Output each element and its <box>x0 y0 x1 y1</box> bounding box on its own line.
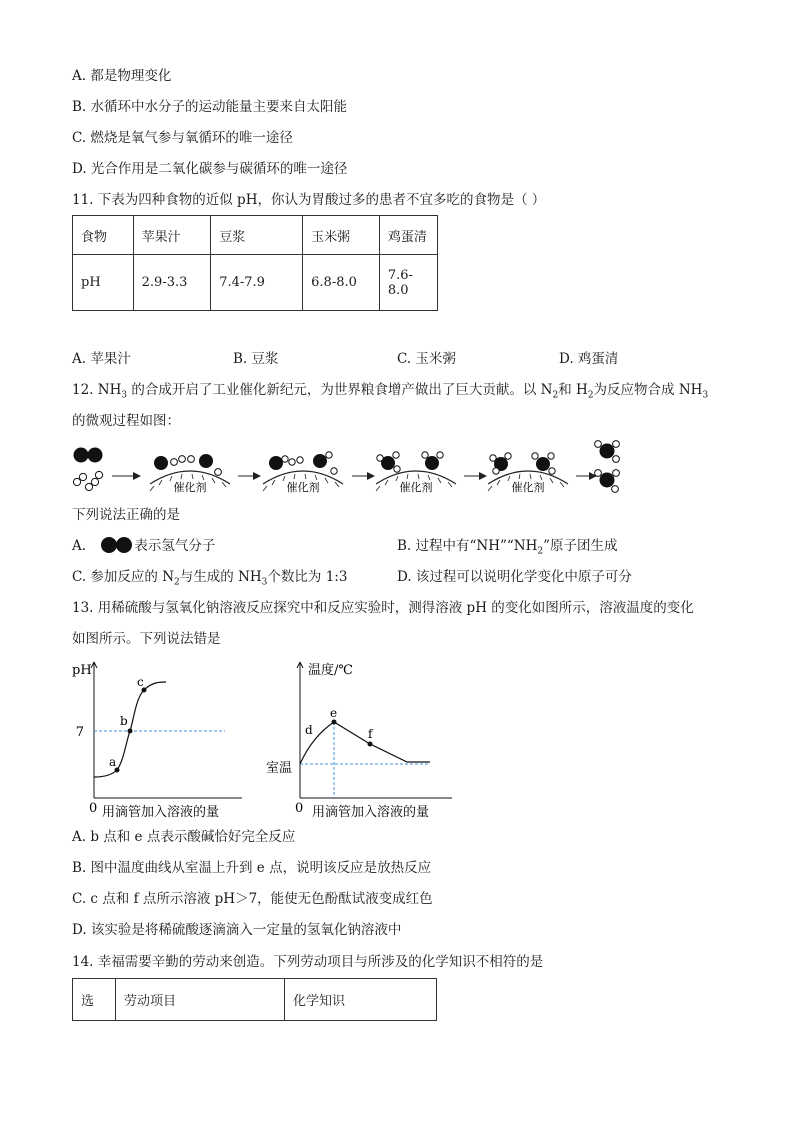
point-e <box>332 720 337 725</box>
origin-label: 0 <box>89 801 98 816</box>
q13-stem-line2: 如图所示。下列说法错是 <box>72 631 221 647</box>
x-axis-label: 用滴管加入溶液的量 <box>312 805 430 820</box>
h2-molecule-icon <box>73 471 102 490</box>
q11-option-c: C. 玉米粥 <box>397 351 456 367</box>
q10-option-d: D. 光合作用是二氧化碳参与碳循环的唯一途径 <box>72 161 348 177</box>
q12-reaction-diagram <box>70 438 630 498</box>
q11-table <box>72 215 438 311</box>
catalyst-surface <box>263 471 343 494</box>
n2-molecule-icon <box>74 448 103 463</box>
temperature-graph <box>262 660 462 820</box>
q11-header-cell: 玉米粥 <box>303 216 380 255</box>
q13-stem: 13. 用稀硫酸与氢氧化钠溶液反应探究中和反应实验时，测得溶液 pH 的变化如图所示，溶液温度的变化 <box>72 600 694 616</box>
q12-stem: 12. $NH_3$ 的合成开启了工业催化新纪元，为世界粮食增产做出了巨大贡献。以 $N_2$和 $H_2$为反应物合成 $NH_3$ <box>72 382 709 401</box>
q10-option-b: B. 水循环中水分子的运动能量主要来自太阳能 <box>72 99 348 115</box>
q11-cell: 6.8-8.0 <box>303 255 380 311</box>
label-b: b <box>120 714 128 728</box>
q11-table-row <box>73 255 438 311</box>
q12-option-d: D. 该过程可以说明化学变化中原子可分 <box>397 569 632 585</box>
q11-cell: pH <box>73 255 134 311</box>
q14-header-cell: 劳动项目 <box>116 979 285 1021</box>
x-axis-label: 用滴管加入溶液的量 <box>102 805 220 820</box>
q11-cell: 7.6-8.0 <box>379 255 437 311</box>
label-c: c <box>137 675 144 689</box>
label-f: f <box>368 727 373 741</box>
catalyst-label: 催化剂 <box>399 481 433 494</box>
q11-cell: 7.4-7.9 <box>211 255 303 311</box>
catalyst-label: 催化剂 <box>511 481 545 494</box>
q11-header-cell: 豆浆 <box>211 216 303 255</box>
q11-stem: 11. 下表为四种食物的近似 pH，你认为胃酸过多的患者不宜多吃的食物是（ ） <box>72 192 546 208</box>
q13-option-c: C. c 点和 f 点所示溶液 pH＞7，能使无色酚酞试液变成红色 <box>72 891 433 907</box>
catalyst-surface <box>488 471 568 494</box>
y-axis-label: 温度/℃ <box>308 663 353 678</box>
origin-label: 0 <box>295 801 304 816</box>
temperature-curve <box>300 722 430 764</box>
ph-graph <box>72 660 252 820</box>
catalyst-label: 催化剂 <box>173 481 207 494</box>
label-a: a <box>109 755 117 769</box>
q11-header-cell: 鸡蛋清 <box>379 216 437 255</box>
y-tick-room-temp: 室温 <box>266 761 293 776</box>
q10-option-c: C. 燃烧是氧气参与氧循环的唯一途径 <box>72 130 293 146</box>
n2-molecule-icon <box>100 536 134 554</box>
y-tick-7: 7 <box>75 725 84 740</box>
q12-question: 下列说法正确的是 <box>72 507 180 523</box>
label-e: e <box>330 706 338 720</box>
q14-header-cell: 化学知识 <box>285 979 437 1021</box>
q14-stem: 14. 幸福需要辛勤的劳动来创造。下列劳动项目与所涉及的化学知识不相符的是 <box>72 954 544 970</box>
label-d: d <box>305 723 313 737</box>
y-axis-label: pH <box>72 663 92 678</box>
q12-option-b: B. 过程中有“$NH”“NH_2$”原子团生成 <box>397 538 618 557</box>
q11-table-header-row <box>73 216 438 255</box>
q11-header-cell: 食物 <box>73 216 134 255</box>
q13-option-a: A. b 点和 e 点表示酸碱恰好完全反应 <box>72 829 296 845</box>
q11-header-cell: 苹果汁 <box>133 216 211 255</box>
q13-option-d: D. 该实验是将稀硫酸逐滴滴入一定量的氢氧化钠溶液中 <box>72 922 402 938</box>
nh3-molecule-icon <box>595 470 620 493</box>
q11-option-d: D. 鸡蛋清 <box>559 351 619 367</box>
q11-option-b: B. 豆浆 <box>233 351 279 367</box>
catalyst-surface <box>376 471 456 494</box>
q11-option-a: A. 苹果汁 <box>72 351 131 367</box>
q14-header-cell: 选 <box>73 979 116 1021</box>
q14-table-header-row <box>73 979 437 1021</box>
nh3-molecule-icon <box>595 441 620 463</box>
q14-table <box>72 978 437 1021</box>
q12-option-a: A. 表示氢气分子 <box>72 538 216 554</box>
q10-option-a: A. 都是物理变化 <box>72 68 172 84</box>
q12-stem-line2: 的微观过程如图： <box>72 413 180 429</box>
point-b <box>128 729 133 734</box>
q12-option-c: C. 参加反应的 $N_2$与生成的 $NH_3$个数比为 1:3 <box>72 569 348 588</box>
q11-cell: 2.9-3.3 <box>133 255 211 311</box>
catalyst-label: 催化剂 <box>286 481 320 494</box>
point-f <box>368 742 373 747</box>
q13-option-b: B. 图中温度曲线从室温上升到 e 点，说明该反应是放热反应 <box>72 860 432 876</box>
